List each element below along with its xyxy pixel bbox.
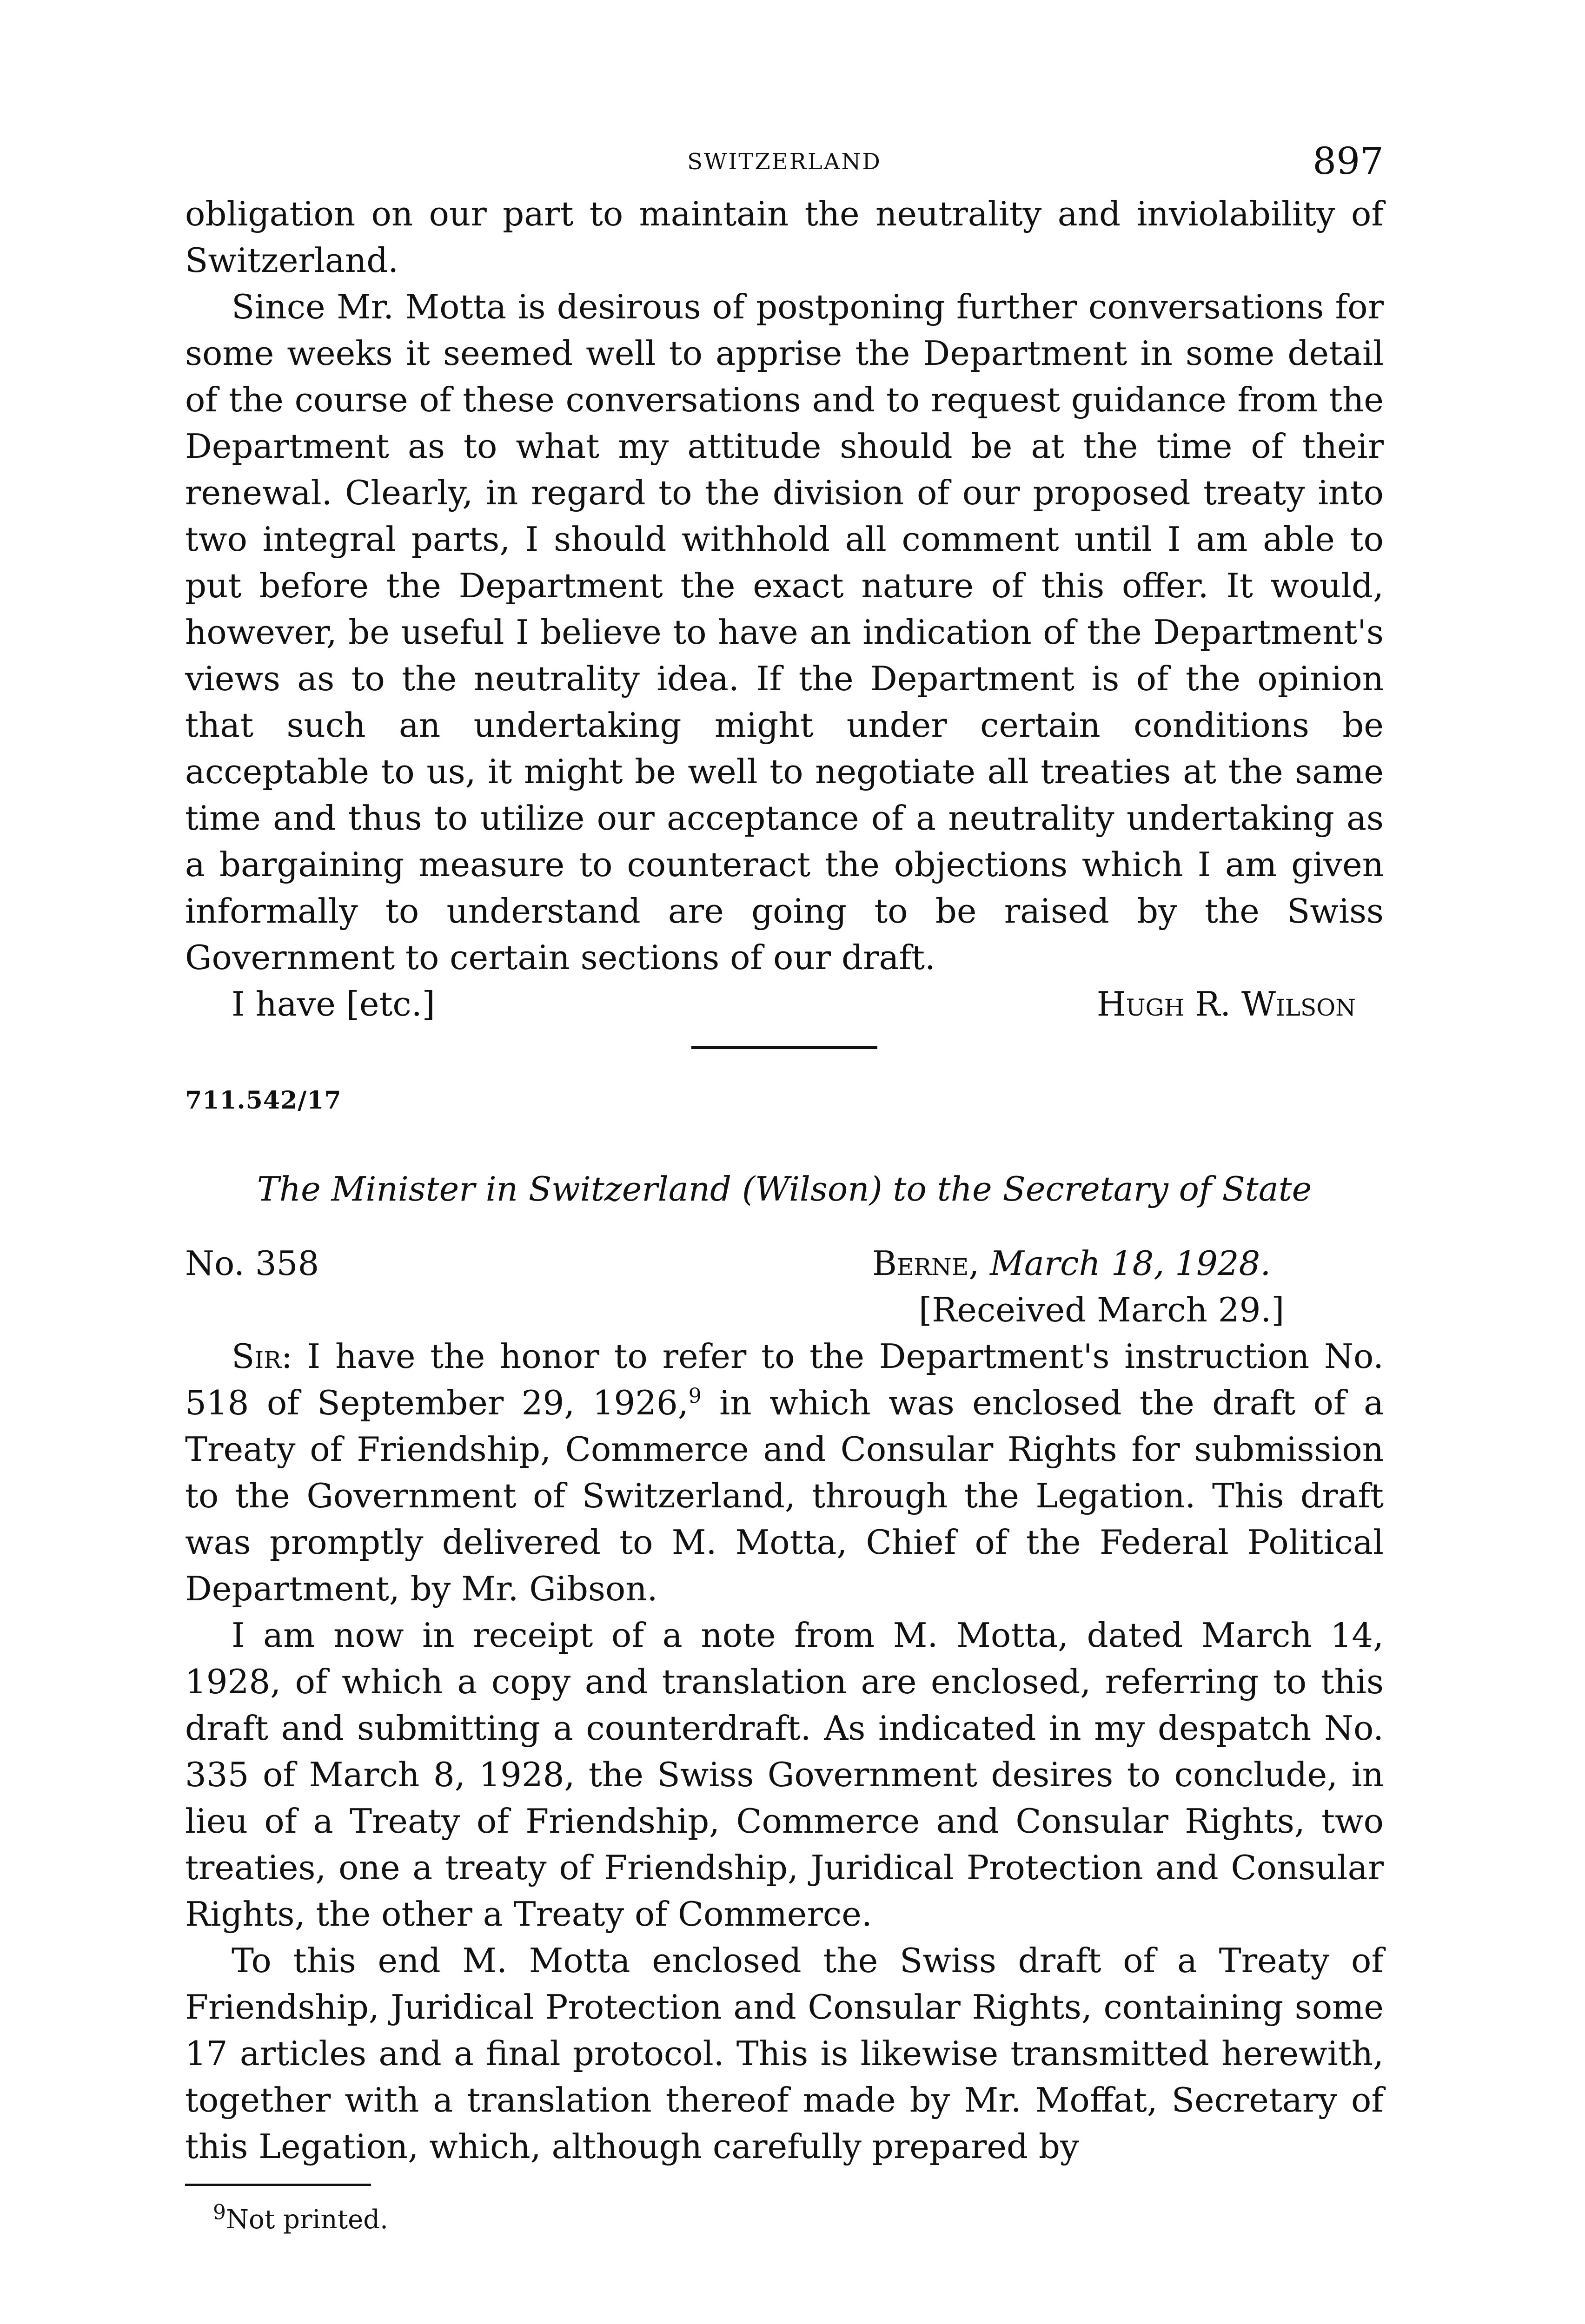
- letter-closing: [185, 981, 1384, 1027]
- section-separator: [691, 1046, 877, 1049]
- continuation-paragraph: obligation on our part to maintain the neutrality and inviolability of Switzerland.: [185, 194, 1384, 280]
- paragraph-text: I have the honor to refer to the Department's instruction No. 518 of September 29, 1926,: [185, 1337, 1384, 1422]
- document-title: The Minister in Switzerland (Wilson) to the Secretary of State: [257, 1169, 1312, 1208]
- signature: Hugh R. Wilson: [1096, 984, 1356, 1023]
- file-number: 711.542/17: [185, 1086, 342, 1115]
- dateline: [185, 1240, 1384, 1333]
- place: Berne,: [872, 1244, 980, 1283]
- footnote-rule: [185, 2184, 371, 2186]
- document-page: [185, 139, 1384, 2235]
- date: March 18, 1928.: [990, 1244, 1271, 1283]
- page-number: 897: [1313, 139, 1384, 183]
- paragraph-text: in which was enclosed the draft of a Treaty of Friendship, Commerce and Consular Rights for submission to the Government of Switzerland, through the Legation. This draft was promptly delivered to M. Motta, Chief of the Federal Political Department, by Mr. Gibson.: [185, 1383, 1384, 1608]
- salutation: Sir:: [232, 1337, 292, 1376]
- footnote: [213, 2200, 1384, 2235]
- footnote-reference: 9: [688, 1384, 702, 1408]
- received-date: [Received March 29.]: [919, 1290, 1285, 1329]
- despatch-number: No. 358: [185, 1244, 319, 1283]
- body-paragraph: Since Mr. Motta is desirous of postponing further conversations for some weeks it seemed well to apprise the Department in some detail of the course of these conversations and to request guidance from the Department as to what my attitude should be at the time of their renewal. Clearly, in regard to the division of our proposed treaty into two integral parts, I should withhold all comment until I am able to put before the Department the exact nature of this offer. It would, however, be useful I believe to have an indication of the Department's views as to the neutrality idea. If the Department is of the opinion that such an undertaking might under certain conditions be acceptable to us, it might be well to negotiate all treaties at the same time and thus to utilize our acceptance of a neutrality undertaking as a bargaining measure to counteract the objections which I am given informally to understand are going to be raised by the Swiss Government to certain sections of our draft.: [185, 287, 1384, 977]
- body-paragraph: [185, 1333, 1384, 1612]
- footnote-marker: 9: [213, 2200, 226, 2225]
- closing-phrase: I have [etc.]: [232, 984, 435, 1023]
- running-head: [185, 139, 1384, 191]
- body-paragraph: I am now in receipt of a note from M. Motta, dated March 14, 1928, of which a copy and translation are enclosed, referring to this draft and submitting a counterdraft. As indicated in my despatch No. 335 of March 8, 1928, the Swiss Government desires to conclude, in lieu of a Treaty of Friendship, Commerce and Consular Rights, two treaties, one a treaty of Friendship, Juridical Protection and Consular Rights, the other a Treaty of Commerce.: [185, 1616, 1384, 1934]
- place-date: [872, 1240, 1384, 1287]
- running-title: SWITZERLAND: [687, 149, 882, 175]
- body-paragraph: To this end M. Motta enclosed the Swiss draft of a Treaty of Friendship, Juridical Protection and Consular Rights, containing some 17 articles and a final protocol. This is likewise transmitted herewith, together with a translation thereof made by Mr. Moffat, Secretary of this Legation, which, although carefully prepared by: [185, 1941, 1384, 2166]
- footnote-text: Not printed.: [226, 2205, 388, 2235]
